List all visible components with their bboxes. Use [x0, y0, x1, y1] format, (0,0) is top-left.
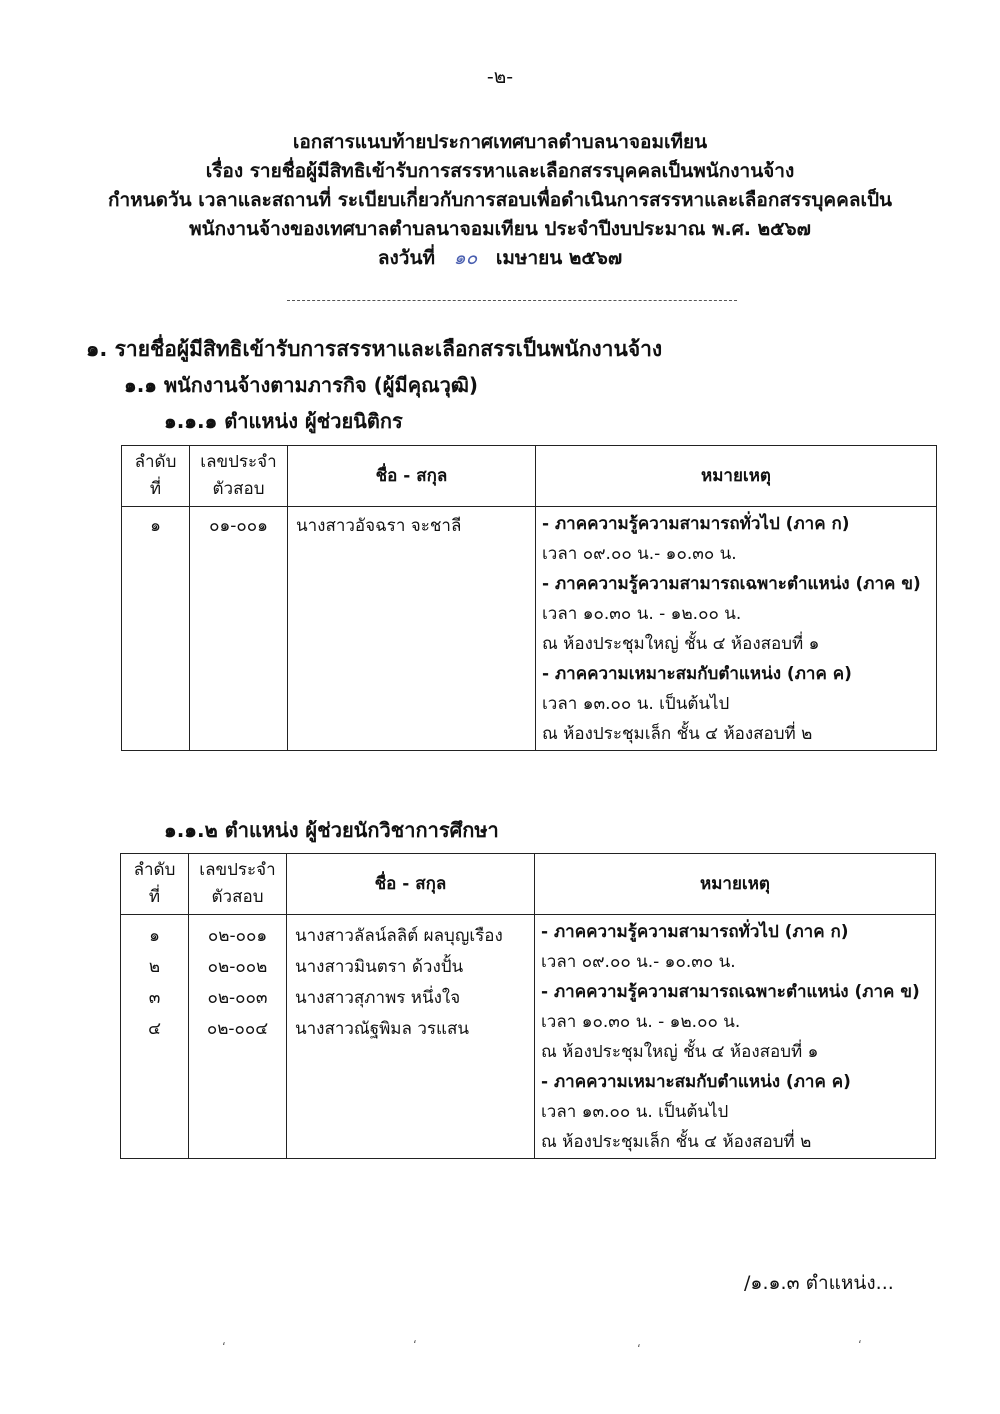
order-number: ๑ — [150, 516, 161, 536]
exam-code: ๐๒-๐๐๑ — [207, 926, 268, 946]
candidate-name: นางสาวณัฐพิมล วรแสน — [295, 1019, 469, 1039]
header-order-line-2: ที่ — [149, 479, 162, 499]
remark-line: เวลา ๑๓.๐๐ น. เป็นต้นไป — [541, 1102, 729, 1122]
table-header-row — [122, 446, 937, 507]
remark-line: - ภาคความเหมาะสมกับตำแหน่ง (ภาค ค) — [542, 664, 852, 684]
scan-speck: ‘ — [637, 1342, 641, 1356]
header-order — [121, 854, 189, 915]
header-name: ชื่อ - สกุล — [287, 854, 535, 915]
position-2-title: ๑.๑.๒ ตำแหน่ง ผู้ช่วยนักวิชาการศึกษา — [164, 818, 499, 842]
header-name: ชื่อ - สกุล — [288, 446, 536, 507]
order-cell — [122, 507, 190, 751]
header-line-4: พนักงานจ้างของเทศบาลตำบลนาจอมเทียน ประจำปีงบประมาณ พ.ศ. ๒๕๖๗ — [189, 218, 811, 240]
table-header-row — [121, 854, 936, 915]
candidate-name: นางสาวลัลน์ลลิต์ ผลบุญเรือง — [295, 926, 503, 946]
date-day-handwritten: ๑๐ — [453, 247, 478, 269]
remark-line: เวลา ๑๐.๓๐ น. - ๑๒.๐๐ น. — [542, 604, 742, 624]
candidate-name: นางสาวสุภาพร หนึ่งใจ — [295, 988, 461, 1008]
exam-code: ๐๑-๐๐๑ — [209, 516, 268, 536]
header-code-line-2: ตัวสอบ — [212, 479, 265, 499]
order-cell — [121, 915, 189, 1159]
header-exam-code — [190, 446, 288, 507]
order-number: ๑ — [149, 926, 160, 946]
date-prefix: ลงวันที่ — [377, 247, 435, 269]
remark-line: - ภาคความเหมาะสมกับตำแหน่ง (ภาค ค) — [541, 1072, 851, 1092]
document-header — [0, 128, 1000, 273]
candidate-name: นางสาวอัจฉรา จะชาลี — [296, 516, 462, 536]
scan-speck: ‘ — [222, 1340, 226, 1354]
remark-line: ณ ห้องประชุมใหญ่ ชั้น ๔ ห้องสอบที่ ๑ — [541, 1042, 819, 1062]
header-order — [122, 446, 190, 507]
header-order-line-1: ลำดับ — [134, 452, 177, 472]
remark-line: - ภาคความรู้ความสามารถเฉพาะตำแหน่ง (ภาค ข) — [541, 982, 920, 1002]
header-line-3: กำหนดวัน เวลาและสถานที่ ระเบียบเกี่ยวกับการสอบเพื่อดำเนินการสรรหาและเลือกสรรบุคคลเป็น — [107, 189, 893, 211]
continued-next-page: /๑.๑.๓ ตำแหน่ง... — [744, 1272, 894, 1294]
order-number: ๔ — [148, 1019, 161, 1039]
remark-line: เวลา ๑๐.๓๐ น. - ๑๒.๐๐ น. — [541, 1012, 741, 1032]
header-order-line-1: ลำดับ — [133, 860, 176, 880]
header-line-2: เรื่อง รายชื่อผู้มีสิทธิเข้ารับการสรรหาและเลือกสรรบุคคลเป็นพนักงานจ้าง — [205, 160, 795, 182]
remark-cell — [535, 915, 936, 1159]
scan-speck: ‘ — [858, 1338, 862, 1352]
header-exam-code — [189, 854, 287, 915]
header-code-line-2: ตัวสอบ — [211, 887, 264, 907]
remark-line: เวลา ๐๙.๐๐ น.- ๑๐.๓๐ น. — [542, 544, 737, 564]
remark-line: ณ ห้องประชุมเล็ก ชั้น ๔ ห้องสอบที่ ๒ — [542, 724, 813, 744]
section-1-1-title: ๑.๑ พนักงานจ้างตามภารกิจ (ผู้มีคุณวุฒิ) — [124, 373, 479, 397]
remark-line: ณ ห้องประชุมใหญ่ ชั้น ๔ ห้องสอบที่ ๑ — [542, 634, 820, 654]
remark-line: เวลา ๑๓.๐๐ น. เป็นต้นไป — [542, 694, 730, 714]
order-number: ๓ — [148, 988, 161, 1008]
table-row — [122, 507, 937, 751]
table-row — [121, 915, 936, 1159]
order-number: ๒ — [148, 957, 161, 977]
remark-line: ณ ห้องประชุมเล็ก ชั้น ๔ ห้องสอบที่ ๒ — [541, 1132, 812, 1152]
candidates-table-position-2 — [120, 853, 936, 1159]
header-order-line-2: ที่ — [148, 887, 161, 907]
header-date-line — [0, 244, 1000, 273]
header-remark: หมายเหตุ — [536, 446, 937, 507]
exam-code-cell — [190, 507, 288, 751]
exam-code-cell — [189, 915, 287, 1159]
candidate-name: นางสาวมินตรา ด้วงปั้น — [295, 957, 464, 977]
scan-speck: ‘ — [413, 1338, 417, 1352]
header-code-line-1: เลขประจำ — [200, 452, 277, 472]
exam-code: ๐๒-๐๐๒ — [207, 957, 268, 977]
remark-line: - ภาคความรู้ความสามารถทั่วไป (ภาค ก) — [542, 514, 850, 534]
remark-cell — [536, 507, 937, 751]
remark-line: - ภาคความรู้ความสามารถทั่วไป (ภาค ก) — [541, 922, 849, 942]
candidates-table-position-1 — [121, 445, 937, 751]
remark-line: - ภาคความรู้ความสามารถเฉพาะตำแหน่ง (ภาค ข) — [542, 574, 921, 594]
remark-line: เวลา ๐๙.๐๐ น.- ๑๐.๓๐ น. — [541, 952, 736, 972]
name-cell — [287, 915, 535, 1159]
position-1-title: ๑.๑.๑ ตำแหน่ง ผู้ช่วยนิติกร — [164, 409, 403, 433]
date-suffix: เมษายน ๒๕๖๗ — [495, 247, 623, 269]
dashed-divider — [287, 300, 737, 301]
header-line-1: เอกสารแนบท้ายประกาศเทศบาลตำบลนาจอมเทียน — [292, 131, 708, 153]
exam-code: ๐๒-๐๐๔ — [206, 1019, 269, 1039]
page-number: -๒- — [486, 66, 514, 88]
header-code-line-1: เลขประจำ — [199, 860, 276, 880]
header-remark: หมายเหตุ — [535, 854, 936, 915]
name-cell — [288, 507, 536, 751]
section-1-title: ๑. รายชื่อผู้มีสิทธิเข้ารับการสรรหาและเลือกสรรเป็นพนักงานจ้าง — [86, 337, 663, 361]
exam-code: ๐๒-๐๐๓ — [207, 988, 268, 1008]
